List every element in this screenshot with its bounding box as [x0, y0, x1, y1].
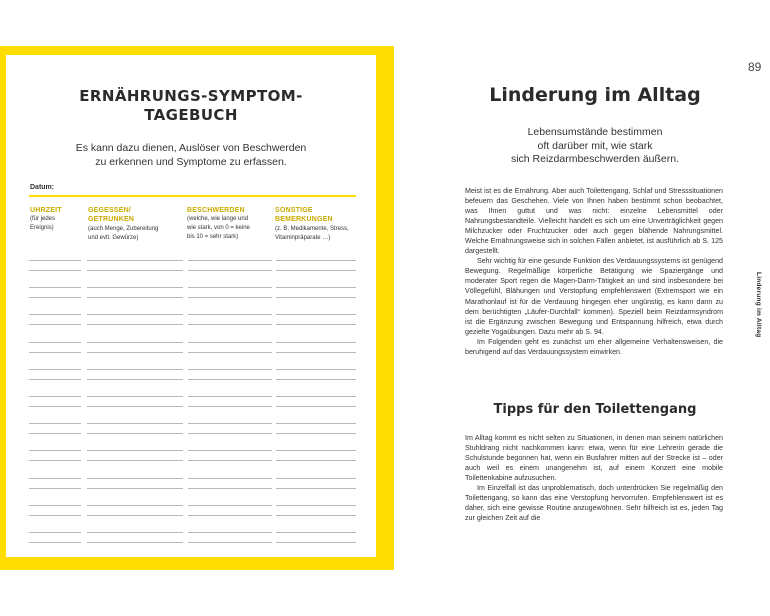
diary-card — [6, 55, 376, 557]
diary-cell-line — [276, 260, 356, 261]
diary-cell-line — [87, 287, 183, 288]
diary-cell-line — [276, 423, 356, 424]
diary-cell-line — [29, 433, 81, 434]
diary-cell-line — [188, 369, 272, 370]
column-note-beschwerden — [187, 215, 250, 242]
diary-cell-line — [188, 478, 272, 479]
diary-table-row — [29, 260, 356, 271]
diary-cell-line — [29, 352, 81, 353]
diary-table-row — [29, 369, 356, 380]
diary-cell-line — [87, 488, 183, 489]
side-tab-label: Linderung im Alltag — [755, 272, 762, 338]
diary-cell-line — [276, 352, 356, 353]
diary-cell-line — [29, 532, 81, 533]
page-number: 89 — [748, 60, 762, 74]
diary-cell-line — [276, 287, 356, 288]
body-paragraph: Meist ist es die Ernährung. Aber auch Toilettengang, Schlaf und Stresssituationen befeuern das Geschehen. Viele von Ihnen haben bestimmt schon beobachtet, was Ihnen guttut und was nicht: einzelne Lebensmittel oder Nahrungsbestandteile. Vielleicht handelt es sich um eine Unverträglichkeit gegen Milchzucker oder Fruchtzucker oder auch gegen blähende Nahrungsmittel. Welche Ernährungsweise sich in solchen Fällen anbietet, ist ausführlich ab S. 125 dargestellt. — [465, 187, 723, 256]
diary-cell-line — [29, 324, 81, 325]
diary-cell-line — [87, 406, 183, 407]
datum-line — [29, 195, 356, 197]
column-header-text: GETRUNKEN — [88, 216, 135, 223]
diary-table-row — [29, 450, 356, 461]
diary-cell-line — [29, 297, 81, 298]
column-note-text: (welche, wie lange und — [187, 216, 249, 222]
diary-title-line: TAGEBUCH — [144, 106, 238, 124]
diary-cell-line — [276, 478, 356, 479]
diary-cell-line — [29, 396, 81, 397]
diary-cell-line — [29, 505, 81, 506]
diary-cell-line — [276, 532, 356, 533]
section-heading: Tipps für den Toilettengang — [493, 402, 697, 417]
page-title: Linderung im Alltag — [489, 84, 701, 106]
diary-cell-line — [188, 314, 272, 315]
diary-cell-line — [87, 505, 183, 506]
column-note-text: (z. B. Medikamente, Stress, — [275, 226, 349, 232]
diary-cell-line — [29, 488, 81, 489]
diary-cell-line — [188, 515, 272, 516]
diary-cell-line — [276, 450, 356, 451]
diary-cell-line — [188, 406, 272, 407]
diary-cell-line — [188, 542, 272, 543]
diary-cell-line — [276, 379, 356, 380]
diary-cell-line — [188, 379, 272, 380]
body-section-1 — [465, 186, 723, 357]
diary-cell-line — [188, 433, 272, 434]
diary-cell-line — [29, 287, 81, 288]
body-paragraph: Im Folgenden geht es zunächst um eher allgemeine Verhaltensweisen, die beruhigend auf das Verdauungssystem einwirken. — [465, 337, 723, 356]
diary-cell-line — [276, 314, 356, 315]
diary-table-row — [29, 478, 356, 489]
diary-cell-line — [276, 396, 356, 397]
diary-cell-line — [276, 406, 356, 407]
column-note-uhrzeit — [30, 215, 55, 233]
diary-cell-line — [29, 369, 81, 370]
diary-cell-line — [276, 542, 356, 543]
diary-cell-line — [29, 450, 81, 451]
diary-table-row — [29, 287, 356, 298]
diary-cell-line — [276, 505, 356, 506]
column-header-text: GEGESSEN/ — [88, 207, 132, 214]
diary-cell-line — [188, 532, 272, 533]
diary-cell-line — [276, 460, 356, 461]
diary-cell-line — [188, 505, 272, 506]
diary-cell-line — [276, 515, 356, 516]
diary-cell-line — [87, 515, 183, 516]
diary-cell-line — [29, 542, 81, 543]
diary-cell-line — [276, 324, 356, 325]
column-note-text: wie stark, von 0 = keine — [187, 225, 250, 231]
diary-title-line: ERNÄHRUNGS-SYMPTOM- — [79, 87, 303, 105]
diary-cell-line — [188, 460, 272, 461]
page-lead-line: Lebensumstände bestimmen — [527, 126, 663, 138]
diary-cell-line — [87, 324, 183, 325]
diary-cell-line — [87, 342, 183, 343]
diary-cell-line — [87, 396, 183, 397]
diary-cell-line — [276, 297, 356, 298]
diary-cell-line — [29, 379, 81, 380]
diary-cell-line — [29, 270, 81, 271]
diary-cell-line — [87, 450, 183, 451]
page-lead-line: oft darüber mit, wie stark — [537, 139, 653, 152]
column-header-text: BESCHWERDEN — [187, 207, 245, 214]
diary-cell-line — [87, 270, 183, 271]
diary-cell-line — [29, 478, 81, 479]
diary-cell-line — [29, 314, 81, 315]
diary-table-row — [29, 505, 356, 516]
diary-cell-line — [29, 423, 81, 424]
diary-cell-line — [188, 270, 272, 271]
diary-cell-line — [188, 352, 272, 353]
column-header-gegessen — [88, 206, 134, 224]
diary-cell-line — [87, 423, 183, 424]
diary-cell-line — [87, 542, 183, 543]
column-header-text: BEMERKUNGEN — [275, 216, 333, 223]
diary-intro-line: zu erkennen und Symptome zu erfassen. — [95, 156, 287, 168]
diary-table-row — [29, 342, 356, 353]
diary-cell-line — [188, 324, 272, 325]
diary-cell-line — [87, 369, 183, 370]
page-lead-line: sich Reizdarmbeschwerden äußern. — [510, 153, 680, 165]
diary-cell-line — [276, 433, 356, 434]
diary-table-row — [29, 423, 356, 434]
diary-cell-line — [87, 379, 183, 380]
diary-cell-line — [87, 460, 183, 461]
diary-cell-line — [188, 396, 272, 397]
diary-cell-line — [188, 287, 272, 288]
diary-table-row — [29, 396, 356, 407]
column-note-bemerkungen — [275, 225, 349, 243]
diary-table-row — [29, 532, 356, 543]
column-header-text: UHRZEIT — [30, 207, 62, 214]
column-note-text: (für jedes — [30, 216, 56, 222]
diary-cell-line — [87, 352, 183, 353]
diary-cell-line — [87, 297, 183, 298]
diary-title — [6, 87, 376, 125]
column-header-beschwerden — [187, 206, 245, 215]
diary-cell-line — [87, 260, 183, 261]
column-note-text: und evtl. Gewürze) — [88, 235, 139, 241]
diary-cell-line — [188, 450, 272, 451]
diary-intro-line: Es kann dazu dienen, Auslöser von Beschwerden — [75, 142, 307, 154]
diary-cell-line — [87, 433, 183, 434]
body-paragraph: Im Alltag kommt es nicht selten zu Situationen, in denen man seinem natürlichen Stuhldrang nicht nachkommen kann: etwa, wenn für eine Lehrerin gerade die Schulstunde begonnen hat, wenn ein Busfahrer mitten auf der Strecke ist – oder auch weil es einem unangenehm ist, auf einem Konzert eine mobile Toilettenkabine aufzusuchen. — [465, 434, 723, 483]
diary-cell-line — [87, 314, 183, 315]
diary-cell-line — [87, 532, 183, 533]
diary-cell-line — [188, 488, 272, 489]
diary-intro — [6, 141, 376, 169]
column-header-bemerkungen — [275, 206, 333, 224]
diary-cell-line — [276, 270, 356, 271]
diary-cell-line — [29, 515, 81, 516]
body-paragraph: Sehr wichtig für eine gesunde Funktion des Verdauungssystems ist genügend Bewegung. Regelmäßige körperliche Betätigung wie Spaziergänge und moderater Sport regen die Magen-Darm-Tätigkeit an und sind insbesondere bei Völlegefühl, Blähungen und Verstopfung empfehlenswert (Extremsport wie ein Marathonlauf ist für die Verdauung hingegen eher ungünstig, es kann dann zu dem berüchtigten „Läufer-Durchfall“ kommen). Speziell beim Reizdarmsyndrom ist die Ergänzung zwischen Bewegung und Entspannung hilfreich, etwa durch gezielte Yogaübungen. Dazu mehr ab S. 94. — [465, 257, 723, 336]
diary-table-row — [29, 314, 356, 325]
datum-label: Datum: — [30, 184, 55, 191]
diary-cell-line — [188, 423, 272, 424]
diary-cell-line — [188, 297, 272, 298]
diary-cell-line — [188, 342, 272, 343]
diary-cell-line — [29, 260, 81, 261]
column-note-text: (auch Menge, Zubereitung — [88, 226, 159, 232]
body-paragraph: Im Einzelfall ist das unproblematisch, doch unterdrücken Sie regelmäßig den Toilettengang, so kann das eine Verstopfung hervorrufen. Empfehlenswert ist es daher, sich eine gewisse Routine anzugewöhnen. Sehr hilfreich ist es, jeden Tag zur gleichen Zeit auf die — [465, 484, 723, 523]
column-header-uhrzeit — [30, 206, 62, 215]
page-lead — [450, 126, 740, 167]
diary-cell-line — [276, 369, 356, 370]
diary-cell-line — [188, 260, 272, 261]
column-note-text: Ereignis) — [30, 225, 54, 231]
diary-cell-line — [29, 342, 81, 343]
diary-cell-line — [276, 342, 356, 343]
column-note-text: Vitaminpräparate …) — [275, 235, 331, 241]
column-header-text: SONSTIGE — [275, 207, 313, 214]
diary-cell-line — [276, 488, 356, 489]
column-note-text: bis 10 = sehr stark) — [187, 234, 239, 240]
body-section-2 — [465, 433, 723, 523]
side-tab — [752, 272, 764, 352]
diary-cell-line — [87, 478, 183, 479]
column-note-gegessen — [88, 225, 158, 243]
diary-cell-line — [29, 460, 81, 461]
diary-cell-line — [29, 406, 81, 407]
